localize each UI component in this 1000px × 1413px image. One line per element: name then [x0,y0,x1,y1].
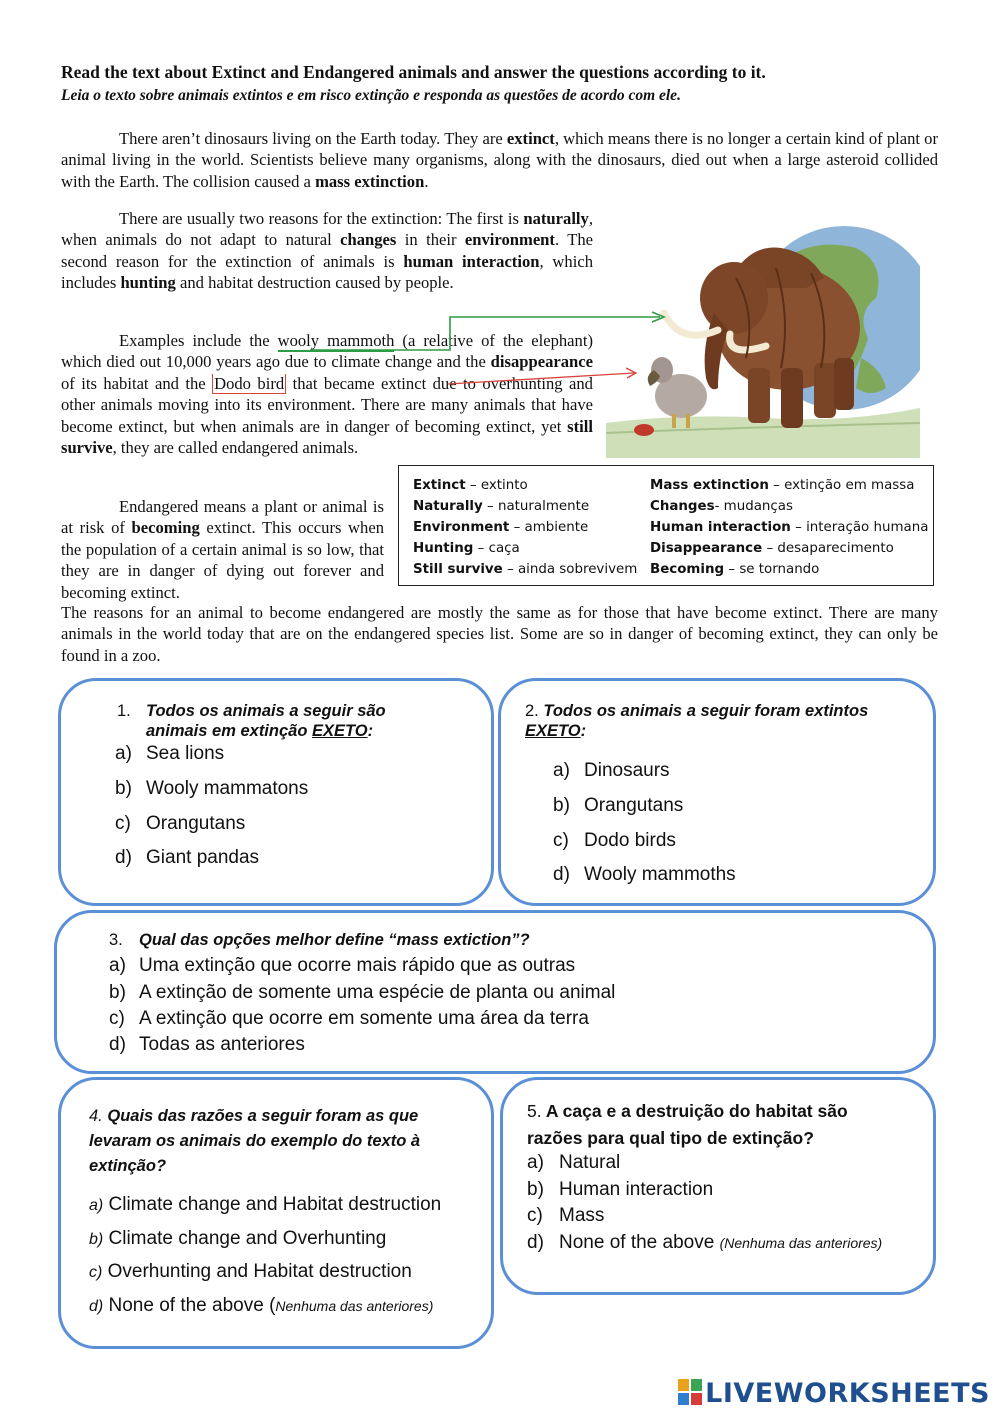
question-4-prompt: 4. Quais das razões a seguir foram as que levaram os animais do exemplo do texto à extinção? [89,1107,421,1175]
glossary-entry: Mass extinction – extinção em massa [650,478,915,493]
question-2-box [498,678,936,906]
highlight-wooly-mammoth: wooly mammoth [277,331,395,350]
question-5-option-a[interactable]: a) Natural [527,1152,621,1173]
question-5-prompt: 5. A caça e a destruição do habitat são razões para qual tipo de extinção? [527,1101,848,1148]
paragraph-2: There are usually two reasons for the extinction: The first is naturally, when animals do not adapt to natural changes in their environment. The second reason for the extinction of animals is human interaction, which includes hunting and habitat destruction caused by people. [61,209,594,293]
title-english: Read the text about Extinct and Endangered animals and answer the questions according to it. [61,62,766,82]
paragraph-3: Examples include the wooly mammoth (a relative of the elephant) which died out 10,000 years ago due to climate change and the disappearance of its habitat and the Dodo bird that became extinct due to overhunting and other animals moving into its environment. There are many animals that have become extinct, but when animals are in danger of becoming extinct, yet still survive, they are called endangered animals. [61,331,593,458]
question-5-option-d[interactable]: d) None of the above (Nenhuma das anteriores) [527,1232,883,1253]
question-1-option-b[interactable]: b) Wooly mammatons [115,778,309,799]
paragraph-4: Endangered means a plant or animal is at risk of becoming extinct. This occurs when the population of a certain animal is so low, that they are in danger of dying out forever and becoming extinct. [61,497,384,602]
paragraph-5: The reasons for an animal to become endangered are mostly the same as for those that have become extinct. There are many animals in the world today that are on the endangered species list. Some are so in danger of becoming extinct, they can only be found in a zoo. [61,603,938,665]
highlight-dodo-bird: Dodo bird [214,373,285,393]
glossary-entry: Disappearance – desaparecimento [650,541,894,556]
question-3-option-d[interactable]: d) Todas as anteriores [109,1034,305,1055]
question-4-box [58,1077,494,1349]
connector-arrows [300,310,680,400]
glossary-right-column [650,475,928,580]
paragraph-1: There aren’t dinosaurs living on the Earth today. They are extinct, which means there is no longer a certain kind of plant or animal living in the world. Scientists believe many organisms, along with the dinosaurs, died out when a large asteroid collided with the Earth. The collision caused a mass extinction. [61,129,938,191]
question-3-option-c[interactable]: c) A extinção que ocorre em somente uma área da terra [109,1008,589,1029]
question-2-option-b[interactable]: b) Orangutans [553,795,684,816]
question-1-option-c[interactable]: c) Orangutans [115,813,246,834]
question-3-prompt: 3. Qual das opções melhor define “mass extiction”? [109,931,530,949]
question-2-option-c[interactable]: c) Dodo birds [553,830,676,851]
glossary-left-column [413,475,637,580]
question-5-box [500,1077,936,1295]
glossary-entry: Becoming – se tornando [650,562,820,577]
question-4-option-a[interactable]: a) Climate change and Habitat destruction [89,1194,442,1215]
question-2-option-a[interactable]: a) Dinosaurs [553,760,670,781]
question-1-box [58,678,494,906]
question-4-option-d[interactable]: d) None of the above (Nenhuma das anteriores) [89,1295,434,1316]
question-1-option-a[interactable]: a) Sea lions [115,743,225,764]
question-3-option-a[interactable]: a) Uma extinção que ocorre mais rápido que as outras [109,955,576,976]
glossary-entry: Extinct – extinto [413,478,528,493]
question-4-option-c[interactable]: c) Overhunting and Habitat destruction [89,1261,412,1282]
question-1-option-d[interactable]: d) Giant pandas [115,847,260,868]
red-arrow-line [448,373,634,384]
title-portuguese: Leia o texto sobre animais extintos e em risco extinção e responda as questões de acordo com ele. [61,87,681,104]
question-4-option-b[interactable]: b) Climate change and Overhunting [89,1228,387,1249]
question-5-option-c[interactable]: c) Mass [527,1205,605,1226]
liveworksheets-logo-icon [678,1379,702,1405]
glossary-entry: Changes- mudanças [650,499,793,514]
glossary-entry: Environment – ambiente [413,520,589,535]
green-arrow-line [310,317,660,350]
glossary-entry: Naturally – naturalmente [413,499,590,514]
glossary-entry: Still survive – ainda sobrevivem [413,562,638,577]
question-2-prompt: 2. Todos os animais a seguir foram extintos EXETO: [525,702,869,740]
liveworksheets-logo: LIVEWORKSHEETS [678,1378,990,1409]
question-5-option-b[interactable]: b) Human interaction [527,1179,714,1200]
glossary-box [398,465,934,586]
question-3-option-b[interactable]: b) A extinção de somente uma espécie de planta ou animal [109,982,616,1003]
glossary-entry: Hunting – caça [413,541,520,556]
question-3-box [54,910,936,1074]
question-1-prompt: 1. Todos os animais a seguir são animais em extinção EXETO: [117,702,386,740]
question-2-option-d[interactable]: d) Wooly mammoths [553,864,736,885]
glossary-entry: Human interaction – interação humana [650,520,929,535]
